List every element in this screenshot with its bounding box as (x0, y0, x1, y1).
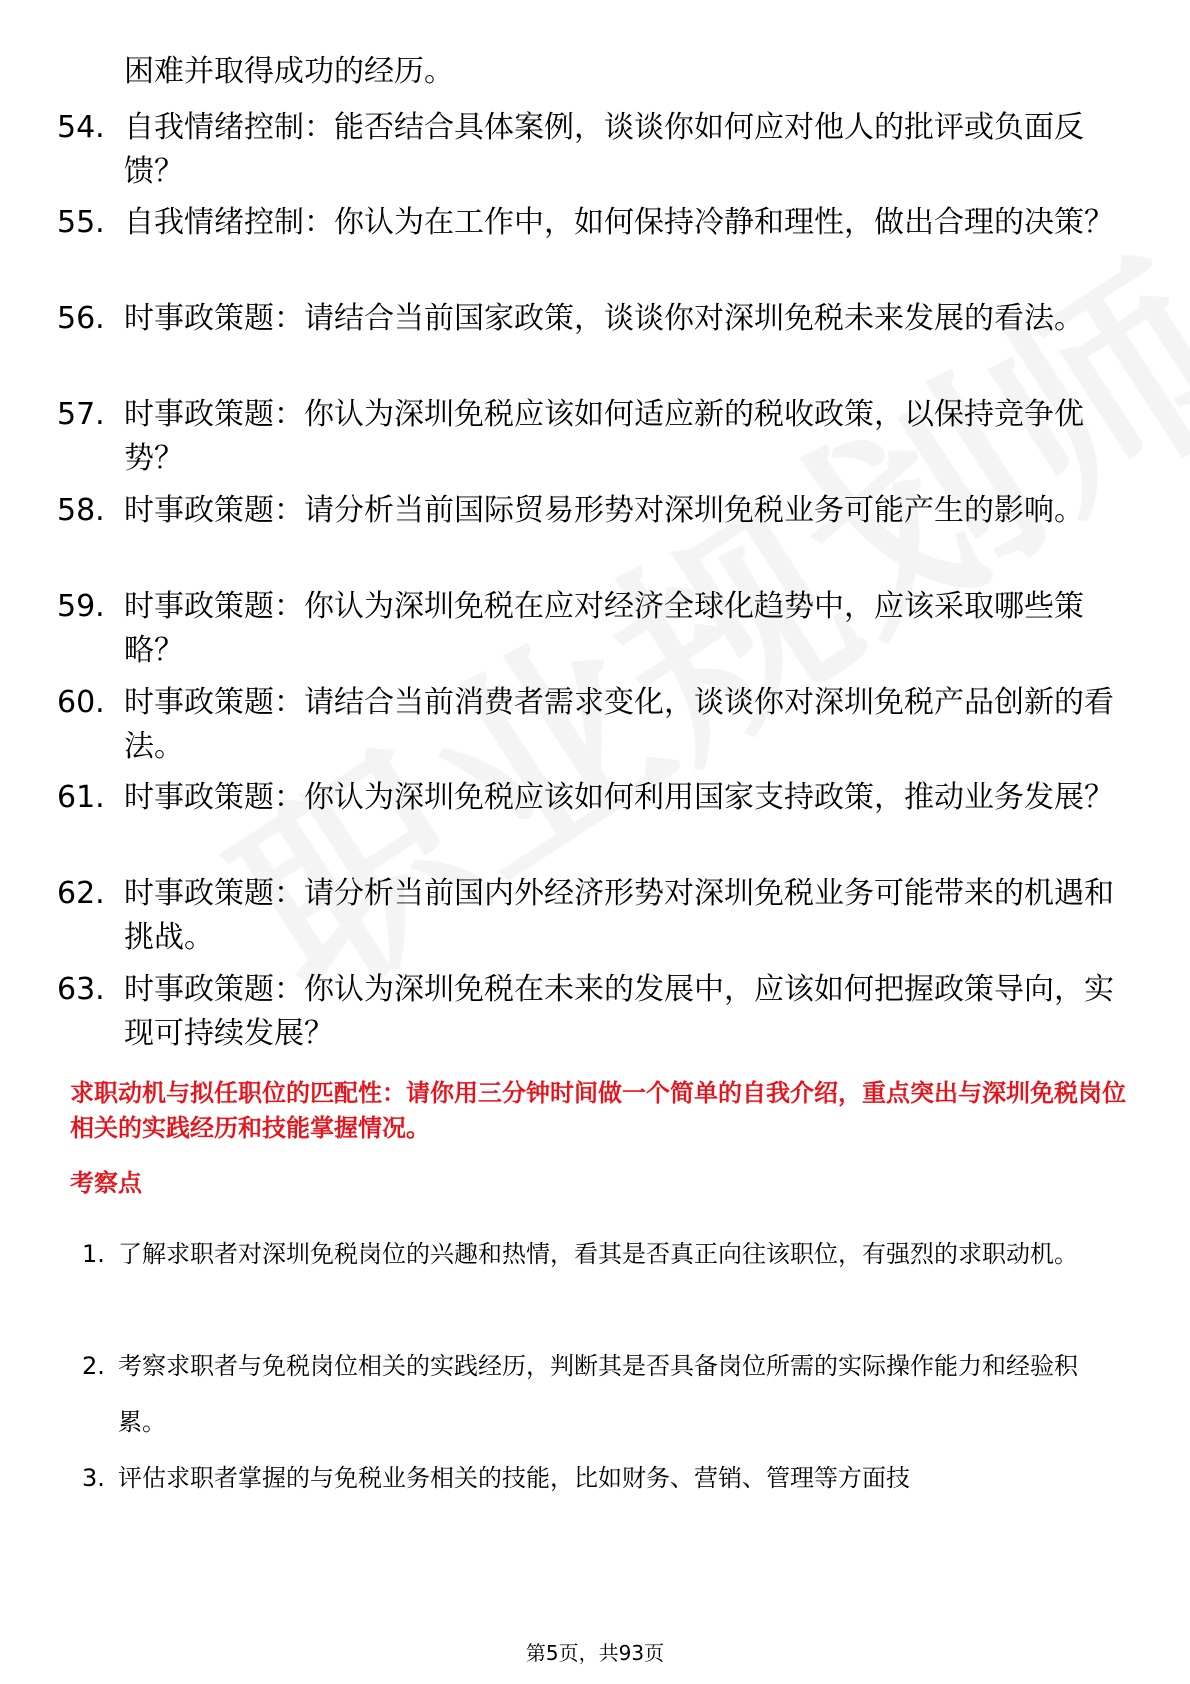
question-number: 57. (57, 397, 105, 432)
question-text: 时事政策题：请分析当前国际贸易形势对深圳免税业务可能产生的影响。 (124, 493, 1084, 528)
question-number: 59. (57, 589, 105, 624)
question-text: 困难并取得成功的经历。 (124, 54, 454, 89)
question-item (57, 968, 1117, 1056)
question-text: 时事政策题：请分析当前国内外经济形势对深圳免税业务可能带来的机遇和挑战。 (124, 876, 1114, 955)
question-text: 时事政策题：你认为深圳免税应该如何利用国家支持政策，推动业务发展？ (124, 780, 1114, 815)
examination-heading: 考察点 (70, 1169, 142, 1197)
question-number: 62. (57, 876, 105, 911)
point-number: 2. (82, 1352, 105, 1380)
question-item (57, 776, 1117, 820)
question-number: 63. (57, 972, 105, 1007)
question-text: 时事政策题：你认为深圳免税应该如何适应新的税收政策，以保持竞争优势？ (124, 397, 1084, 476)
question-number: 60. (57, 685, 105, 720)
point-item (82, 1226, 1122, 1282)
question-text: 自我情绪控制：你认为在工作中，如何保持冷静和理性，做出合理的决策？ (124, 205, 1114, 240)
question-item (57, 106, 1117, 194)
point-text: 考察求职者与免税岗位相关的实践经历，判断其是否具备岗位所需的实际操作能力和经验积累。 (118, 1352, 1078, 1436)
question-item (57, 872, 1117, 960)
question-text: 时事政策题：你认为深圳免税在未来的发展中，应该如何把握政策导向，实现可持续发展？ (124, 972, 1114, 1051)
question-text: 时事政策题：请结合当前消费者需求变化，谈谈你对深圳免税产品创新的看法。 (124, 685, 1114, 764)
question-text: 时事政策题：你认为深圳免税在应对经济全球化趋势中，应该采取哪些策略？ (124, 589, 1084, 668)
question-item (57, 393, 1117, 481)
question-item (57, 297, 1117, 341)
question-item (57, 585, 1117, 673)
point-item (82, 1338, 1122, 1450)
question-number: 61. (57, 780, 105, 815)
question-continuation (57, 50, 1117, 94)
question-number: 54. (57, 110, 105, 145)
page-footer: 第5页，共93页 (525, 1641, 665, 1665)
question-number: 55. (57, 205, 105, 240)
question-number: 58. (57, 493, 105, 528)
question-number: 56. (57, 301, 105, 336)
point-text: 了解求职者对深圳免税岗位的兴趣和热情，看其是否真正向往该职位，有强烈的求职动机。 (118, 1240, 1078, 1268)
point-number: 3. (82, 1464, 105, 1492)
question-text: 时事政策题：请结合当前国家政策，谈谈你对深圳免税未来发展的看法。 (124, 301, 1084, 336)
question-item (57, 681, 1117, 769)
section-question: 求职动机与拟任职位的匹配性：请你用三分钟时间做一个简单的自我介绍，重点突出与深圳免税岗位相关的实践经历和技能掌握情况。 (70, 1079, 1126, 1142)
point-number: 1. (82, 1240, 105, 1268)
question-item (57, 201, 1117, 245)
question-text: 自我情绪控制：能否结合具体案例，谈谈你如何应对他人的批评或负面反馈？ (124, 110, 1084, 189)
point-item (82, 1450, 1122, 1506)
point-text: 评估求职者掌握的与免税业务相关的技能，比如财务、营销、管理等方面技 (118, 1464, 910, 1492)
question-item (57, 489, 1117, 533)
